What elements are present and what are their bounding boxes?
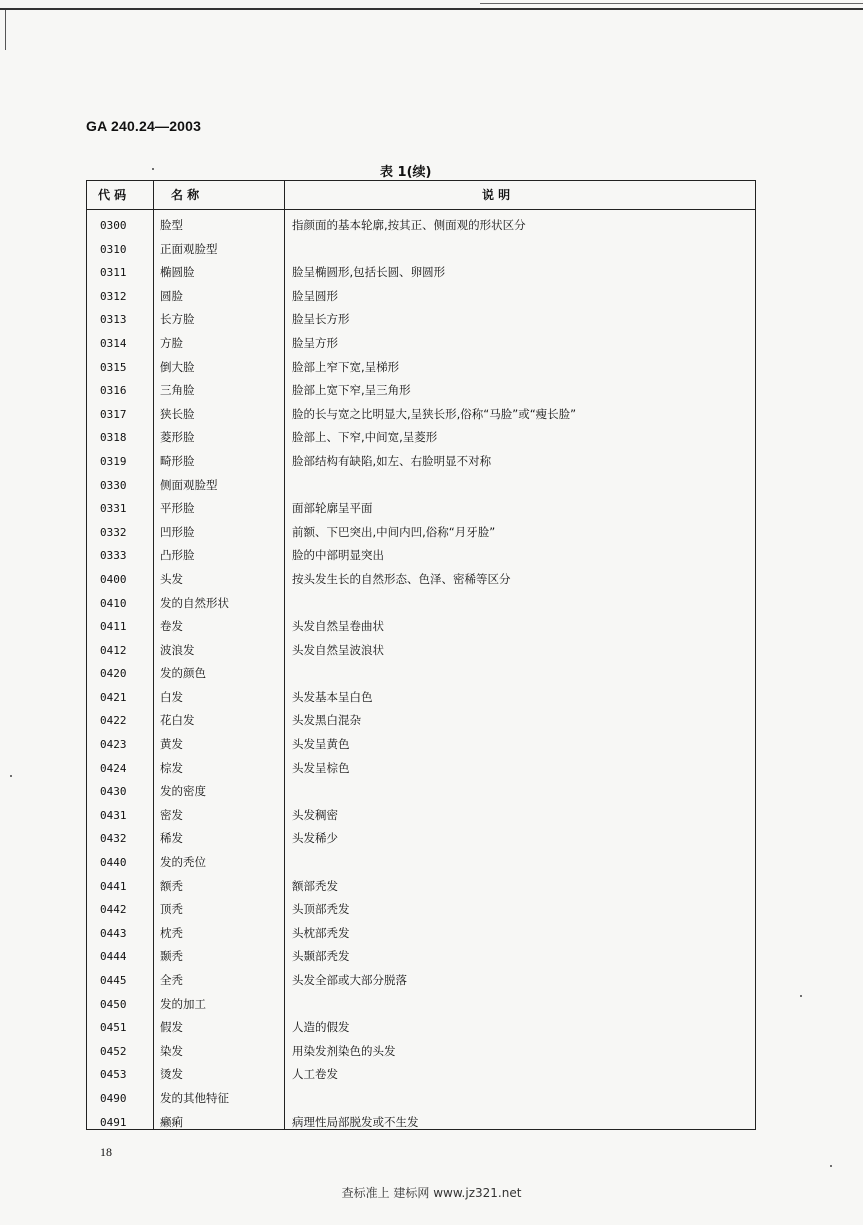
row-description: 脸部上宽下窄,呈三角形 — [292, 383, 411, 398]
row-code: 0444 — [100, 950, 127, 964]
row-description: 头发基本呈白色 — [292, 689, 373, 704]
row-description: 病理性局部脱发或不生发 — [292, 1114, 419, 1129]
row-code: 0451 — [100, 1021, 127, 1035]
table-row — [86, 238, 756, 262]
table-row — [86, 733, 756, 757]
row-description: 按头发生长的自然形态、色泽、密稀等区分 — [292, 571, 511, 586]
table-title: 表 1(续) — [380, 165, 432, 180]
row-name: 额秃 — [160, 878, 183, 893]
row-description: 头发自然呈卷曲状 — [292, 619, 384, 634]
table-row — [86, 356, 756, 380]
table-row — [86, 898, 756, 922]
row-name: 圆脸 — [160, 288, 183, 303]
row-code: 0452 — [100, 1044, 127, 1058]
row-code: 0317 — [100, 407, 127, 421]
row-code: 0440 — [100, 856, 127, 870]
row-description: 脸部上窄下宽,呈梯形 — [292, 359, 400, 374]
top-rule-secondary — [480, 3, 863, 4]
row-name: 发的加工 — [160, 996, 206, 1011]
row-description: 指颜面的基本轮廓,按其正、侧面观的形状区分 — [292, 218, 526, 232]
row-name: 凹形脸 — [160, 524, 195, 539]
row-description: 头颞部秃发 — [292, 949, 350, 964]
row-name: 花白发 — [160, 713, 195, 728]
table-row — [86, 403, 756, 427]
row-name: 菱形脸 — [160, 430, 195, 445]
row-description: 头发呈棕色 — [292, 760, 350, 775]
row-name: 三角脸 — [160, 383, 195, 398]
table-row — [86, 639, 756, 663]
row-description: 脸的长与宽之比明显大,呈狭长形,俗称“马脸”或“瘦长脸” — [292, 406, 577, 421]
row-code: 0443 — [100, 926, 127, 940]
row-code: 0432 — [100, 832, 127, 846]
row-name: 椭圆脸 — [160, 265, 195, 280]
row-description: 脸部上、下窄,中间宽,呈菱形 — [292, 430, 438, 445]
row-name: 平形脸 — [160, 501, 195, 516]
row-name: 稀发 — [160, 831, 183, 846]
row-code: 0450 — [100, 997, 127, 1011]
row-name: 烫发 — [160, 1067, 183, 1082]
row-code: 0332 — [100, 525, 127, 539]
row-name: 假发 — [160, 1020, 183, 1035]
row-description: 头发全部或大部分脱落 — [292, 973, 407, 987]
row-code: 0445 — [100, 974, 127, 987]
row-code: 0430 — [100, 785, 127, 799]
table-row — [86, 379, 756, 403]
row-code: 0400 — [100, 572, 127, 586]
row-name: 发的自然形状 — [160, 595, 229, 610]
table-row — [86, 1063, 756, 1087]
row-description: 头顶部秃发 — [292, 902, 350, 917]
table-row — [86, 757, 756, 781]
row-name: 卷发 — [160, 619, 183, 634]
row-code: 0330 — [100, 478, 127, 492]
table-row — [86, 615, 756, 639]
row-description: 头枕部秃发 — [292, 925, 350, 940]
row-name: 凸形脸 — [160, 548, 195, 563]
table-body — [86, 214, 756, 1134]
row-code: 0412 — [100, 643, 127, 657]
row-name: 发的秃位 — [160, 855, 206, 870]
row-code: 0313 — [100, 313, 127, 327]
table-row — [86, 568, 756, 592]
row-name: 狭长脸 — [160, 406, 195, 421]
row-description: 头发稀少 — [292, 831, 338, 846]
row-code: 0431 — [100, 808, 127, 822]
row-name: 发的其他特征 — [160, 1090, 229, 1105]
table-row — [86, 1016, 756, 1040]
row-code: 0300 — [100, 219, 127, 232]
row-code: 0423 — [100, 738, 127, 752]
column-header-name: 名 称 — [171, 188, 200, 202]
column-header-description: 说 明 — [482, 188, 511, 202]
row-code: 0319 — [100, 454, 127, 468]
row-name: 波浪发 — [160, 642, 195, 657]
table-row — [86, 285, 756, 309]
row-description: 头发黑白混杂 — [292, 713, 361, 728]
scan-speck — [10, 775, 12, 777]
row-code: 0420 — [100, 667, 127, 681]
table-row — [86, 780, 756, 804]
table-row — [86, 521, 756, 545]
table-row — [86, 332, 756, 356]
row-name: 脸型 — [160, 218, 183, 232]
row-code: 0311 — [100, 266, 127, 280]
standard-number: GA 240.24—2003 — [86, 118, 202, 134]
row-name: 发的密度 — [160, 784, 206, 799]
row-description: 头发呈黄色 — [292, 737, 350, 752]
row-code: 0442 — [100, 903, 127, 917]
row-code: 0424 — [100, 761, 127, 775]
row-name: 黄发 — [160, 737, 183, 752]
row-name: 枕秃 — [160, 925, 183, 940]
row-description: 面部轮廓呈平面 — [292, 501, 373, 516]
row-name: 侧面观脸型 — [160, 477, 218, 492]
row-code: 0333 — [100, 549, 127, 563]
row-code: 0490 — [100, 1091, 127, 1105]
row-name: 染发 — [160, 1043, 183, 1058]
row-code: 0315 — [100, 360, 127, 374]
row-name: 癞痢 — [160, 1114, 183, 1129]
row-description: 脸呈长方形 — [292, 312, 350, 327]
row-name: 棕发 — [160, 760, 183, 775]
row-name: 正面观脸型 — [160, 241, 218, 256]
table-row — [86, 1087, 756, 1111]
row-description: 头发稠密 — [292, 807, 338, 822]
table-row — [86, 544, 756, 568]
row-name: 畸形脸 — [160, 453, 195, 468]
table-row — [86, 1040, 756, 1064]
row-name: 密发 — [160, 807, 183, 822]
page-number: 18 — [100, 1145, 112, 1159]
row-code: 0312 — [100, 289, 127, 303]
table-row — [86, 945, 756, 969]
scan-speck — [152, 168, 154, 170]
row-name: 发的颜色 — [160, 666, 206, 681]
table-row — [86, 261, 756, 285]
row-description: 额部秃发 — [292, 878, 338, 893]
row-code: 0422 — [100, 714, 127, 728]
table-row — [86, 426, 756, 450]
row-code: 0316 — [100, 384, 127, 398]
table-row — [86, 827, 756, 851]
top-rule — [0, 8, 863, 10]
row-description: 前额、下巴突出,中间内凹,俗称“月牙脸” — [292, 524, 496, 539]
row-description: 人工卷发 — [292, 1067, 338, 1082]
row-name: 倒大脸 — [160, 359, 195, 374]
table-row — [86, 308, 756, 332]
row-description: 脸呈圆形 — [292, 288, 338, 303]
data-table — [86, 180, 756, 1130]
table-row — [86, 474, 756, 498]
table-row — [86, 709, 756, 733]
table-row — [86, 592, 756, 616]
row-code: 0314 — [100, 336, 127, 350]
row-code: 0318 — [100, 431, 127, 445]
row-description: 人造的假发 — [292, 1020, 350, 1035]
scan-edge-mark — [5, 10, 6, 50]
table-row — [86, 922, 756, 946]
row-code: 0421 — [100, 690, 127, 704]
row-code: 0410 — [100, 596, 127, 610]
column-header-code: 代 码 — [98, 188, 127, 202]
row-description: 脸的中部明显突出 — [292, 548, 384, 563]
table-row — [86, 1111, 756, 1135]
table-row — [86, 804, 756, 828]
row-name: 颞秃 — [160, 949, 183, 964]
row-description: 用染发剂染色的头发 — [292, 1043, 396, 1058]
row-name: 全秃 — [160, 973, 183, 987]
scan-speck — [800, 995, 802, 997]
row-code: 0491 — [100, 1115, 127, 1129]
table-row — [86, 875, 756, 899]
row-code: 0453 — [100, 1068, 127, 1082]
row-code: 0310 — [100, 242, 127, 256]
table-row — [86, 851, 756, 875]
footer-watermark: 查标准上 建标网 www.jz321.net — [341, 1186, 522, 1200]
row-name: 方脸 — [160, 335, 183, 350]
table-row — [86, 993, 756, 1017]
row-description: 脸呈方形 — [292, 335, 338, 350]
row-description: 脸呈椭圆形,包括长圆、卵圆形 — [292, 265, 446, 280]
table-row — [86, 969, 756, 993]
header-divider — [86, 209, 755, 210]
row-description: 脸部结构有缺陷,如左、右脸明显不对称 — [292, 453, 492, 468]
row-name: 白发 — [160, 689, 183, 704]
table-row — [86, 662, 756, 686]
table-row — [86, 214, 756, 238]
table-row — [86, 686, 756, 710]
row-description: 头发自然呈波浪状 — [292, 642, 384, 657]
table-row — [86, 497, 756, 521]
row-code: 0331 — [100, 502, 127, 516]
table-row — [86, 450, 756, 474]
row-code: 0411 — [100, 620, 127, 634]
row-code: 0441 — [100, 879, 127, 893]
scan-speck — [830, 1165, 832, 1167]
row-name: 头发 — [160, 571, 183, 586]
row-name: 顶秃 — [160, 902, 183, 917]
row-name: 长方脸 — [160, 312, 195, 327]
